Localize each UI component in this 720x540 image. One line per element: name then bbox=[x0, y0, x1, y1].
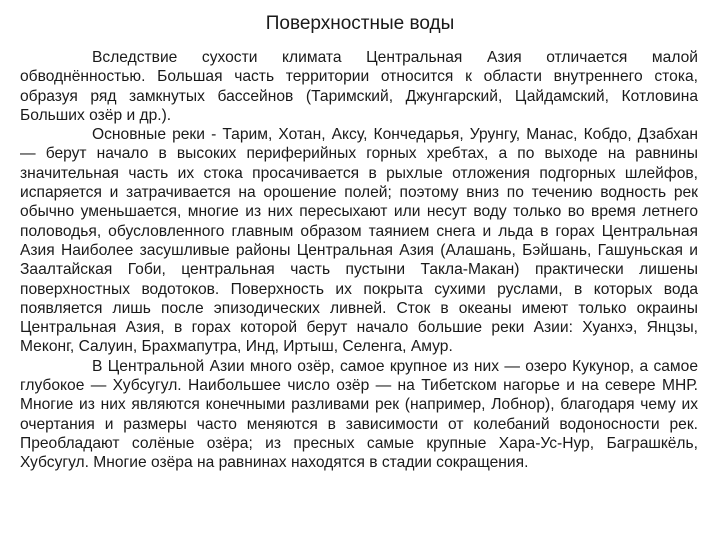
paragraph-lakes: В Центральной Азии много озёр, самое крупное из них — озеро Кукунор, а самое глубокое — Хубсугул. Наибольшее число озёр — на Тибетском нагорье и на севере МНР. Многие из них являются конечными разливами рек (например, Лобнор), благодаря чему их очертания и размеры часто меняются в зависимости от колебаний водоносности рек. Преобладают солёные озёра; из пресных самые крупные Хара-Ус-Нур, Баграшкёль, Хубсугул. Многие озёра на равнинах находятся в стадии сокращения. bbox=[20, 357, 698, 472]
paragraph-intro: Вследствие сухости климата Центральная Азия отличается малой обводнённостью. Большая часть территории относится к области внутреннего стока, образуя ряд замкнутых бассейнов (Таримский, Джунгарский, Цайдамский, Котловина Больших озёр и др.). bbox=[20, 49, 698, 124]
document-body bbox=[20, 48, 698, 473]
paragraph-rivers: Основные реки - Тарим, Хотан, Аксу, Кончедарья, Урунгу, Манас, Кобдо, Дзабхан — берут начало в высоких периферийных горных хребтах, а по выходе на равнины значительная часть их стока просачивается в рыхлые отложения подгорных шлейфов, испаряется и затрачивается на орошение полей; поэтому вниз по течению водность рек обычно уменьшается, многие из них пересыхают или несут воду только во время летнего половодья, обусловленного главным образом таянием снега и льда в горах Центральная Азия Наиболее засушливые районы Центральная Азия (Алашань, Бэйшань, Гашуньская и Заалтайская Гоби, центральная часть пустыни Такла-Макан) практически лишены поверхностных водотоков. Поверхность их покрыта сухими руслами, в которых вода появляется лишь после эпизодических ливней. Сток в океаны имеют только окраины Центральная Азия, в горах которой берут начало большие реки Азии: Хуанхэ, Янцзы, Меконг, Салуин, Брахмапутра, Инд, Иртыш, Селенга, Амур. bbox=[20, 126, 698, 356]
page-title: Поверхностные воды bbox=[265, 13, 455, 34]
